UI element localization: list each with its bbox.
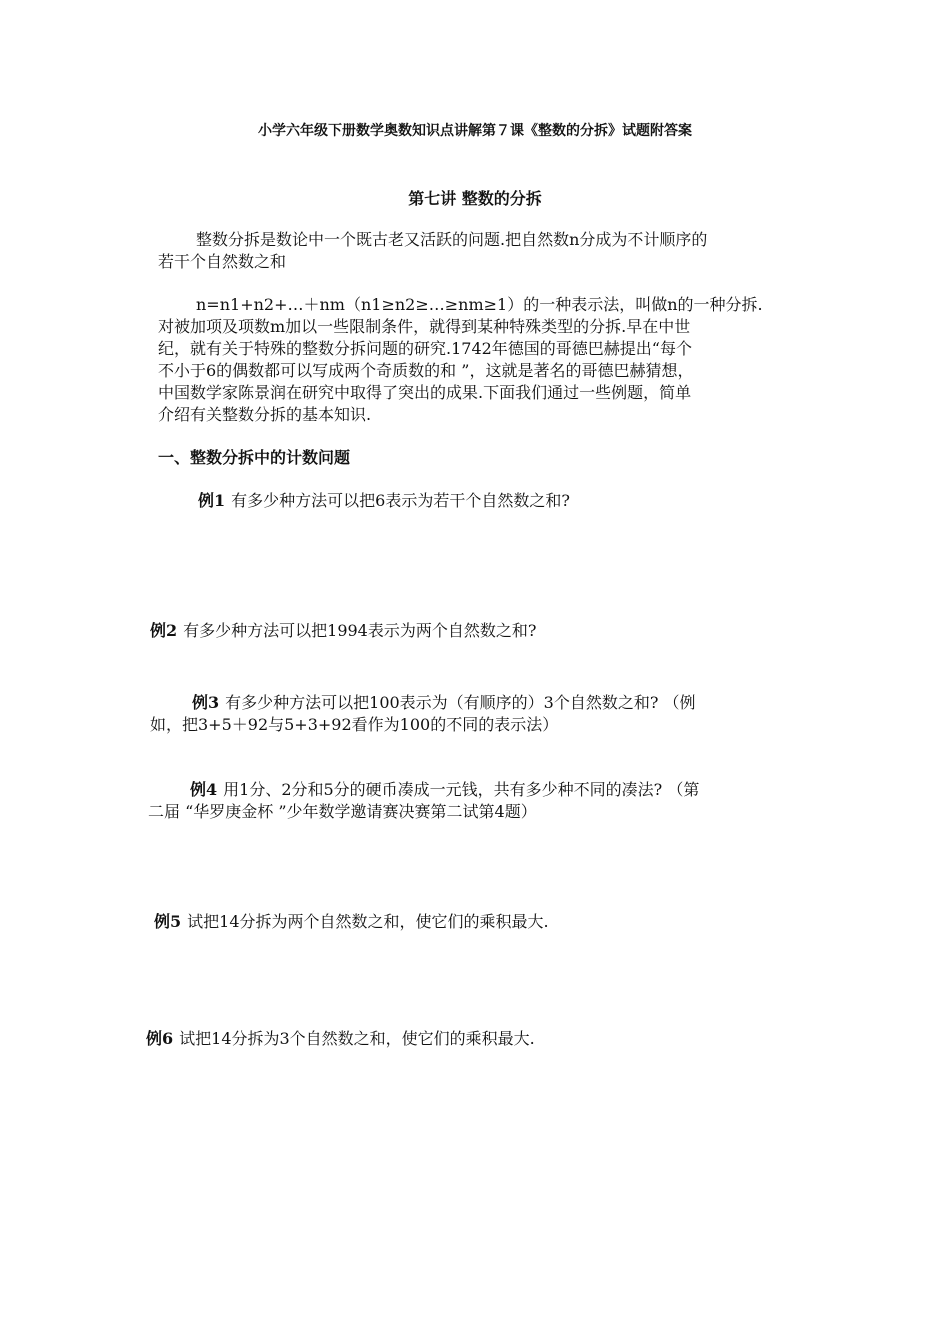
example-4 — [190, 779, 699, 801]
example-2-text: 有多少种方法可以把1994表示为两个自然数之和? — [183, 621, 537, 640]
definition-line-1: n=n1+n2+…＋nm（n1≥n2≥…≥nm≥1）的一种表示法，叫做n的一种分拆. — [196, 295, 763, 314]
example-3-label: 例3 — [192, 693, 220, 712]
example-5-label: 例5 — [154, 912, 182, 931]
definition-line-5: 中国数学家陈景润在研究中取得了突出的成果.下面我们通过一些例题，简单 — [158, 383, 692, 402]
lecture-title: 第七讲 整数的分拆 — [408, 189, 542, 208]
definition-line-4: 不小于6的偶数都可以写成两个奇质数的和 ”，这就是著名的哥德巴赫猜想， — [158, 361, 694, 380]
example-3-continuation: 如，把3+5＋92与5+3+92看作为100的不同的表示法） — [150, 715, 559, 734]
section-heading-counting: 一、整数分拆中的计数问题 — [158, 448, 351, 467]
example-3-text: 有多少种方法可以把100表示为（有顺序的）3个自然数之和? （例 — [225, 693, 696, 712]
example-5 — [154, 911, 549, 933]
example-1-label: 例1 — [198, 491, 226, 510]
intro-line-2: 若干个自然数之和 — [158, 252, 287, 271]
definition-line-3: 纪，就有关于特殊的整数分拆问题的研究.1742年德国的哥德巴赫提出“每个 — [158, 339, 692, 358]
intro-line-1: 整数分拆是数论中一个既古老又活跃的问题.把自然数n分成为不计顺序的 — [196, 230, 708, 249]
example-3 — [192, 692, 696, 714]
example-5-text: 试把14分拆为两个自然数之和，使它们的乘积最大. — [187, 912, 549, 931]
example-1 — [198, 490, 570, 512]
example-4-continuation: 二届 “华罗庚金杯 ”少年数学邀请赛决赛第二试第4题） — [148, 802, 537, 821]
example-1-text: 有多少种方法可以把6表示为若干个自然数之和? — [231, 491, 570, 510]
definition-line-2: 对被加项及项数m加以一些限制条件，就得到某种特殊类型的分拆.早在中世 — [158, 317, 691, 336]
example-6 — [146, 1028, 535, 1050]
definition-line-6: 介绍有关整数分拆的基本知识. — [158, 405, 372, 424]
example-4-text: 用1分、2分和5分的硬币凑成一元钱，共有多少种不同的凑法? （第 — [223, 780, 700, 799]
example-2 — [150, 620, 536, 642]
example-2-label: 例2 — [150, 621, 178, 640]
document-header-title: 小学六年级下册数学奥数知识点讲解第７课《整数的分拆》试题附答案 — [258, 123, 692, 139]
example-6-label: 例6 — [146, 1029, 174, 1048]
example-6-text: 试把14分拆为3个自然数之和，使它们的乘积最大. — [179, 1029, 535, 1048]
example-4-label: 例4 — [190, 780, 218, 799]
